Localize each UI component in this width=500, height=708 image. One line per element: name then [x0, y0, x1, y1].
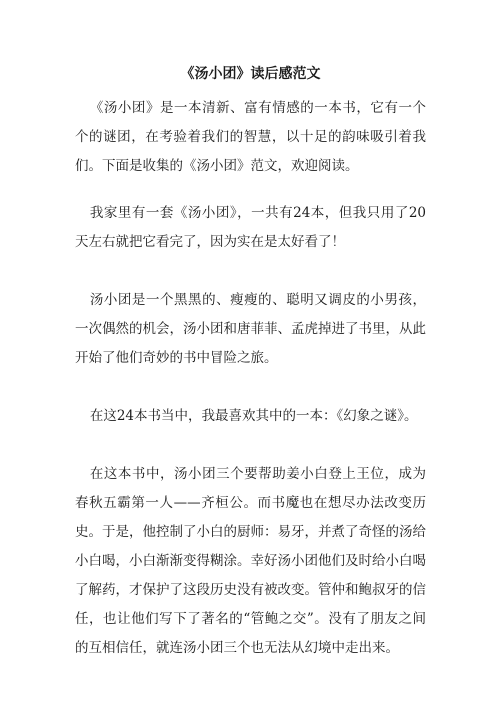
document-title: 《汤小团》读后感范文 [180, 66, 321, 82]
paragraph-book-set: 我家里有一套《汤小团》，一共有24本，但我只用了20天左右就把它看完了，因为实在是太好看了！ [75, 205, 426, 250]
paragraph-story: 在这本书中，汤小团三个要帮助姜小白登上王位，成为春秋五霸第一人——齐桓公。而书魔也在想尽办法改变历史。于是，他控制了小白的厨师：易牙，并煮了奇怪的汤给小白喝，小白渐渐变得糊涂。幸好汤小团他们及时给小白喝了解药，才保护了这段历史没有被改变。管仲和鲍叔牙的信任，也让他们写下了著名的“管鲍之交”。没有了朋友之间的互相信任，就连汤小团三个也无法从幻境中走出来。 [75, 466, 426, 656]
paragraph-favorite: 在这24本书当中，我最喜欢其中的一本：《幻象之谜》。 [89, 408, 418, 424]
paragraph-intro: 《汤小团》是一本清新、富有情感的一本书，它有一个个的谜团，在考验着我们的智慧，以十足的韵味吸引着我们。下面是收集的《汤小团》范文，欢迎阅读。 [75, 100, 426, 174]
paragraph-character: 汤小团是一个黑黑的、瘦瘦的、聪明又调皮的小男孩，一次偶然的机会，汤小团和唐菲菲、孟虎掉进了书里，从此开始了他们奇妙的书中冒险之旅。 [75, 292, 426, 366]
